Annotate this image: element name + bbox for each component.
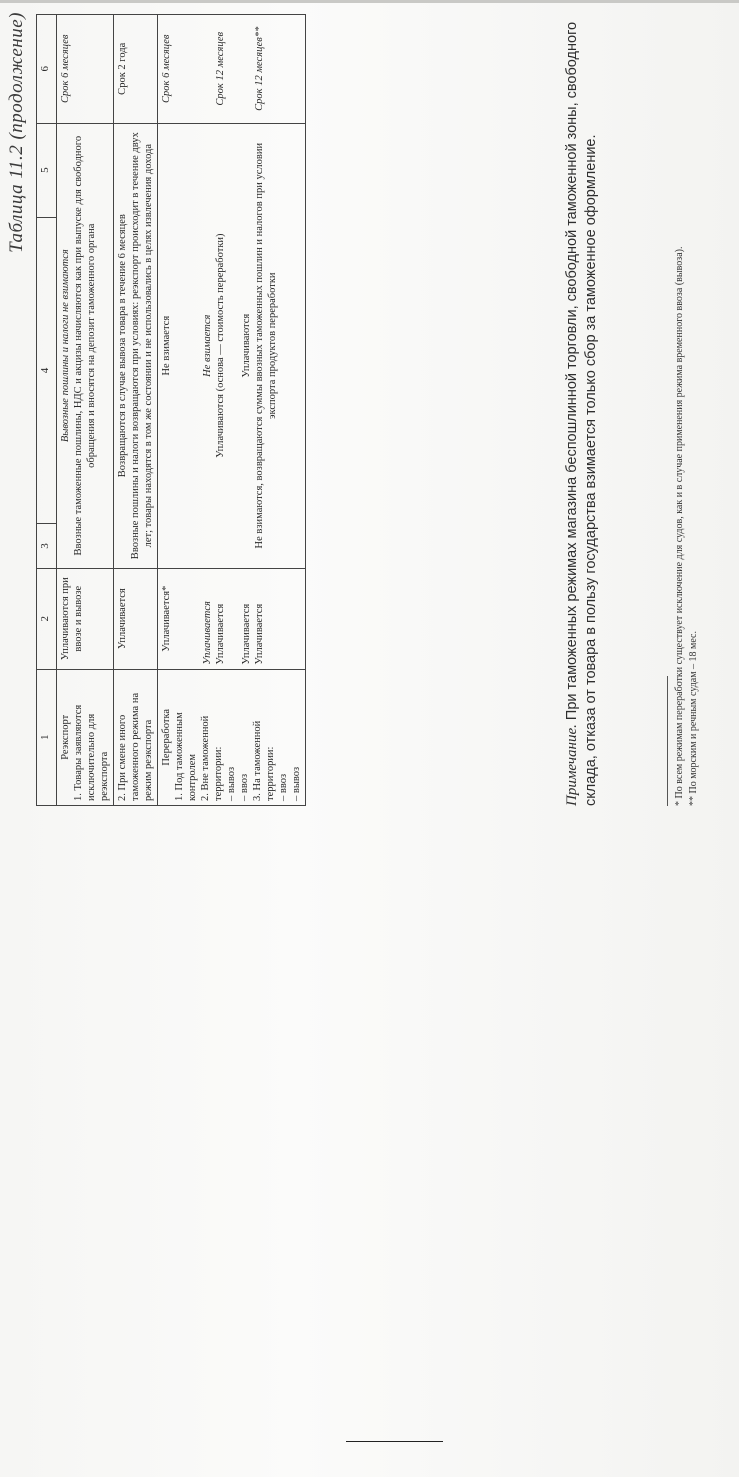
col-header-3: 3 <box>37 524 57 569</box>
col-header-6: 6 <box>37 15 57 124</box>
processing-item: 2. Вне таможенной территории: <box>200 715 224 801</box>
processing-r1-col4: Не взимается <box>161 315 172 376</box>
processing-cell-345 <box>158 123 306 568</box>
processing-r3-col6: Срок 12 месяцев** <box>254 26 265 111</box>
processing-title: Переработка <box>161 708 172 766</box>
processing-r2-col6: Срок 12 месяцев <box>215 31 226 106</box>
processing-item: 1. Под таможенным контролем <box>174 712 198 801</box>
processing-r1-col6: Срок 6 месяцев <box>161 34 172 103</box>
processing-cell-1 <box>158 669 306 805</box>
processing-item: – ввоз <box>239 773 250 801</box>
col-header-5: 5 <box>37 123 57 217</box>
processing-r2-col2a: Уплачивается <box>202 601 213 665</box>
col-header-1: 1 <box>37 669 57 805</box>
processing-item: – ввоз <box>278 773 289 801</box>
reexport-item-1: 1. Товары заявляются исключительно для реэкспорта <box>73 704 110 801</box>
customs-regimes-table <box>36 14 306 806</box>
table-row <box>57 15 114 806</box>
processing-cell-6 <box>158 15 306 124</box>
footnote-1: * По всем режимам переработки существует исключение для судов, как и в случае применения режима временного ввоза (вывоза). <box>674 246 685 806</box>
processing-r3-col4a: Уплачиваются <box>241 313 252 378</box>
reexport-cell-6: Срок 6 месяцев <box>57 15 114 124</box>
processing-cell-2 <box>158 568 306 669</box>
col-header-4: 4 <box>37 217 57 523</box>
table-caption: Таблица 11.2 (продолжение) <box>6 12 27 253</box>
note-label: Примечание. <box>564 724 580 806</box>
reexport-refund-body: Ввозные пошлины и налоги возвращаются при условиях: реэкспорт происходит в течение двух лет; товары находятся в том же состоянии и не использовались в целях извлечения дохода <box>130 132 154 560</box>
processing-r3-col2b: Уплачивается <box>254 603 265 665</box>
reexport-import-duties: Ввозные таможенные пошлины, НДС и акцизы начисляются как при выпуске для свободного обращения и вносятся на депозит таможенного органа <box>73 135 97 556</box>
processing-item: – вывоз <box>226 766 237 801</box>
footnote-2: ** По морским и речным судам – 18 мес. <box>688 631 699 806</box>
processing-r3-col4b: Не взимаются, возвращаются суммы ввозных таможенных пошлин и налогов при условии экспорта продуктов переработки <box>254 142 278 549</box>
table-row <box>114 15 158 806</box>
processing-item: 3. На таможенной территории: <box>252 720 276 801</box>
reexport-row2-col6: Срок 2 года <box>114 15 158 124</box>
reexport-cell-1 <box>57 669 114 805</box>
table-header-row <box>37 15 57 806</box>
processing-r2-col4b: Уплачиваются (основа — стоимость переработки) <box>215 233 226 458</box>
reexport-title: Реэкспорт <box>60 714 71 760</box>
page-bottom-rule <box>346 1441 443 1442</box>
reexport-row2-col2: Уплачивается <box>114 568 158 669</box>
processing-r2-col2b: Уплачивается <box>215 603 226 665</box>
note-text: При таможенных режимах магазина беспошлинной торговли, свободной таможенной зоны, свободного склада, отказа от товара в пользу государства взимается только сбор за таможенное оформление. <box>564 21 599 806</box>
reexport-cell-2: Уплачиваются при ввозе и вывозе <box>57 568 114 669</box>
reexport-export-duties: Вывозные пошлины и налоги не взимаются <box>60 249 71 443</box>
footnote-divider <box>667 676 668 806</box>
col-header-2: 2 <box>37 568 57 669</box>
processing-r3-col2a: Уплачивается <box>241 603 252 665</box>
table-row <box>158 15 306 806</box>
reexport-cell-345 <box>57 123 114 568</box>
reexport-row2-col345 <box>114 123 158 568</box>
processing-item: – вывоз <box>291 766 302 801</box>
reexport-item-2: 2. При смене иного таможенного режима на режим реэкспорта <box>114 669 158 805</box>
table-note <box>563 14 601 806</box>
processing-r1-col2: Уплачивается* <box>161 585 172 652</box>
processing-r2-col4a: Не взимается <box>202 314 213 377</box>
reexport-refund-title: Возвращаются в случае вывоза товара в течение 6 месяцев <box>117 214 128 478</box>
